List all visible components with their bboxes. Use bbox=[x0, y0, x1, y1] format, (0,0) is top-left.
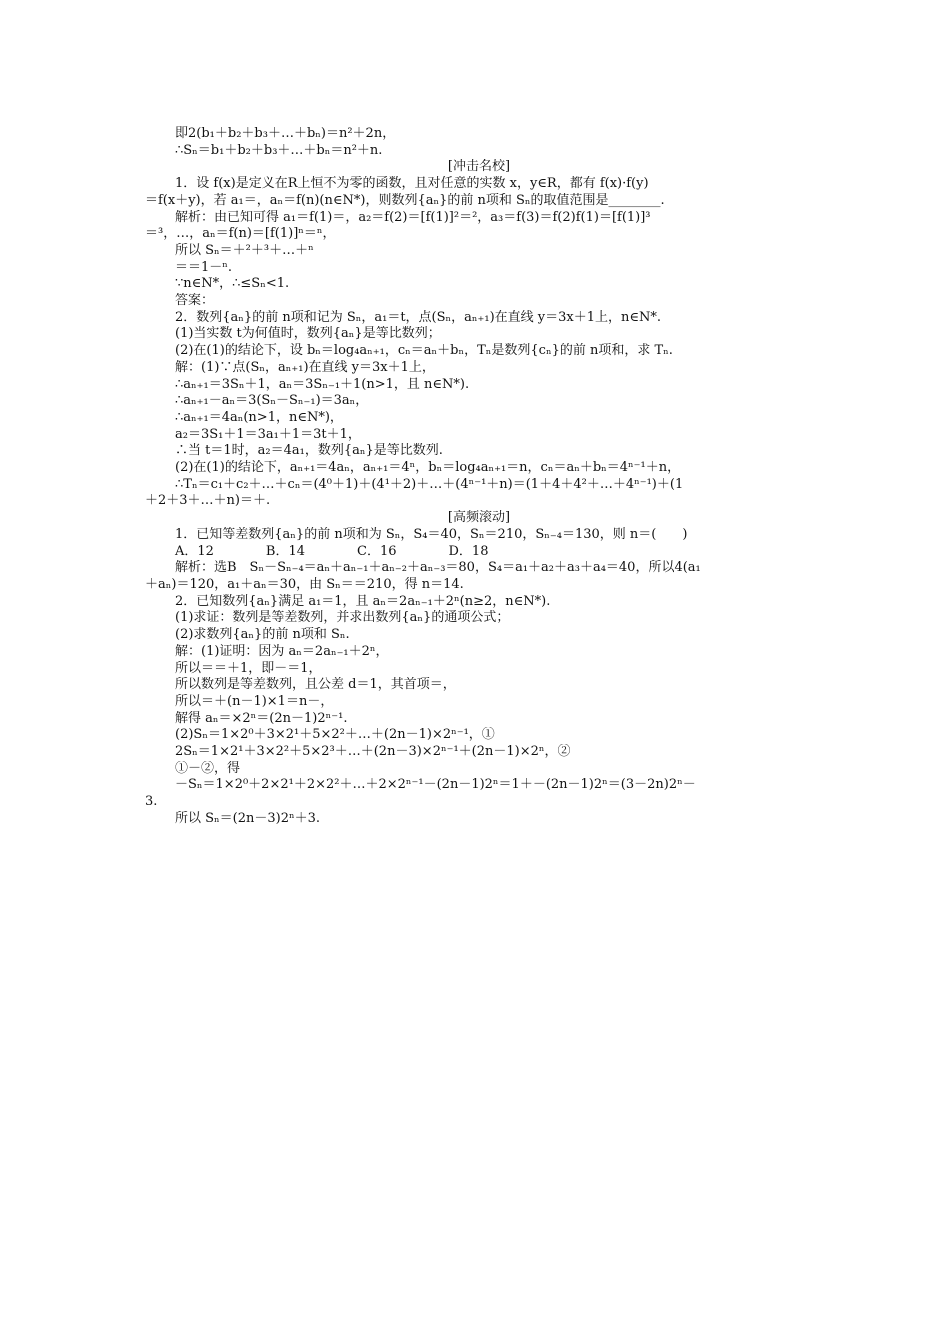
text-line: (1)求证：数列是等差数列，并求出数列{aₙ}的通项公式； bbox=[175, 610, 510, 626]
text-line: 所以 Sₙ＝＋²＋³＋…＋ⁿ bbox=[175, 242, 314, 258]
text-line: (2)求数列{aₙ}的前 n项和 Sₙ. bbox=[175, 627, 350, 643]
text-line: ∵n∈N*，∴≤Sₙ<1. bbox=[175, 276, 290, 292]
text-line: ＋aₙ)＝120，a₁＋aₙ＝30，由 Sₙ＝＝210，得 n＝14. bbox=[145, 576, 464, 592]
text-line: ∴aₙ₊₁＝3Sₙ＋1，aₙ＝3Sₙ₋₁＋1(n>1，且 n∈N*). bbox=[175, 376, 470, 392]
section-heading: [高频滚动] bbox=[447, 510, 511, 526]
text-line: ∴Tₙ＝c₁＋c₂＋…＋cₙ＝(4⁰＋1)＋(4¹＋2)＋…＋(4ⁿ⁻¹＋n)＝(1＋4＋4²＋…＋4ⁿ⁻¹)＋(1 bbox=[175, 476, 684, 492]
text-line: 2．已知数列{aₙ}满足 a₁＝1，且 aₙ＝2aₙ₋₁＋2ⁿ(n≥2，n∈N*). bbox=[175, 593, 551, 609]
text-line: 解得 aₙ＝×2ⁿ＝(2n－1)2ⁿ⁻¹. bbox=[175, 710, 348, 726]
text-line: 所以 Sₙ＝(2n－3)2ⁿ＋3. bbox=[175, 810, 321, 826]
text-line: 1．设 f(x)是定义在R上恒不为零的函数，且对任意的实数 x，y∈R，都有 f(x)·f(y) bbox=[175, 176, 649, 192]
text-line: 所以＝＝＋1，即－＝1， bbox=[175, 660, 322, 676]
text-line: 即2(b₁＋b₂＋b₃＋…＋bₙ)＝n²＋2n， bbox=[175, 126, 396, 141]
text-line: (2)在(1)的结论下，设 bₙ＝log₄aₙ₊₁，cₙ＝aₙ＋bₙ，Tₙ是数列{cₙ}的前 n项和，求 Tₙ. bbox=[175, 343, 673, 359]
text-line: 解析：选B Sₙ－Sₙ₋₄＝aₙ＋aₙ₋₁＋aₙ₋₂＋aₙ₋₃＝80，S₄＝a₁＋a₂＋a₃＋a₄＝40，所以4(a₁ bbox=[175, 560, 701, 576]
text-line: 2Sₙ＝1×2¹＋3×2²＋5×2³＋…＋(2n－3)×2ⁿ⁻¹＋(2n－1)×2ⁿ，② bbox=[175, 744, 571, 760]
text-line: 1．已知等差数列{aₙ}的前 n项和为 Sₙ，S₄＝40，Sₙ＝210，Sₙ₋₄＝130，则 n＝( ) bbox=[175, 526, 688, 542]
text-line: ①－②，得 bbox=[175, 760, 241, 776]
text-line: a₂＝3S₁＋1＝3a₁＋1＝3t＋1， bbox=[175, 426, 361, 442]
text-line: ＝＝1－ⁿ. bbox=[175, 259, 233, 275]
text-line: 解：(1)∵点(Sₙ，aₙ₊₁)在直线 y＝3x＋1上， bbox=[175, 359, 435, 375]
text-line: －Sₙ＝1×2⁰＋2×2¹＋2×2²＋…＋2×2ⁿ⁻¹－(2n－1)2ⁿ＝1＋－(2n－1)2ⁿ＝(3－2n)2ⁿ－ bbox=[175, 777, 696, 793]
text-line: 答案： bbox=[175, 293, 215, 309]
text-line: (2)Sₙ＝1×2⁰＋3×2¹＋5×2²＋…＋(2n－1)×2ⁿ⁻¹，① bbox=[175, 727, 495, 743]
text-line: 解：(1)证明：因为 aₙ＝2aₙ₋₁＋2ⁿ， bbox=[175, 643, 389, 659]
text-line: ＋2＋3＋…＋n)＝＋. bbox=[145, 493, 271, 509]
text-line: (2)在(1)的结论下，aₙ₊₁＝4aₙ，aₙ₊₁＝4ⁿ，bₙ＝log₄aₙ₊₁＝n，cₙ＝aₙ＋bₙ＝4ⁿ⁻¹＋n， bbox=[175, 460, 681, 476]
document-page bbox=[145, 126, 813, 828]
text-line: ∴aₙ₊₁－aₙ＝3(Sₙ－Sₙ₋₁)＝3aₙ， bbox=[175, 393, 369, 409]
text-line: 2．数列{aₙ}的前 n项和记为 Sₙ，a₁＝t，点(Sₙ，aₙ₊₁)在直线 y＝3x＋1上，n∈N*. bbox=[175, 309, 662, 325]
text-line: ∴当 t＝1时，a₂＝4a₁，数列{aₙ}是等比数列. bbox=[175, 443, 443, 459]
text-line: A．12 B．14 C．16 D．18 bbox=[175, 543, 489, 559]
text-line: ∴Sₙ＝b₁＋b₂＋b₃＋…＋bₙ＝n²＋n. bbox=[175, 142, 383, 158]
section-heading: [冲击名校] bbox=[447, 159, 511, 175]
text-line: 所以＝＋(n－1)×1＝n－， bbox=[175, 693, 334, 709]
text-line: 所以数列是等差数列，且公差 d＝1，其首项＝， bbox=[175, 677, 456, 693]
text-line: ＝f(x＋y)，若 a₁＝，aₙ＝f(n)(n∈N*)，则数列{aₙ}的前 n项和 Sₙ的取值范围是________. bbox=[145, 192, 665, 208]
text-line: ∴aₙ₊₁＝4aₙ(n>1，n∈N*)， bbox=[175, 409, 343, 425]
text-line: 3. bbox=[145, 794, 158, 810]
text-line: ＝³，…，aₙ＝f(n)＝[f(1)]ⁿ＝ⁿ， bbox=[145, 226, 336, 242]
text-line: 解析：由已知可得 a₁＝f(1)＝，a₂＝f(2)＝[f(1)]²＝²，a₃＝f(3)＝f(2)f(1)＝[f(1)]³ bbox=[175, 209, 651, 225]
text-line: (1)当实数 t为何值时，数列{aₙ}是等比数列； bbox=[175, 326, 441, 342]
